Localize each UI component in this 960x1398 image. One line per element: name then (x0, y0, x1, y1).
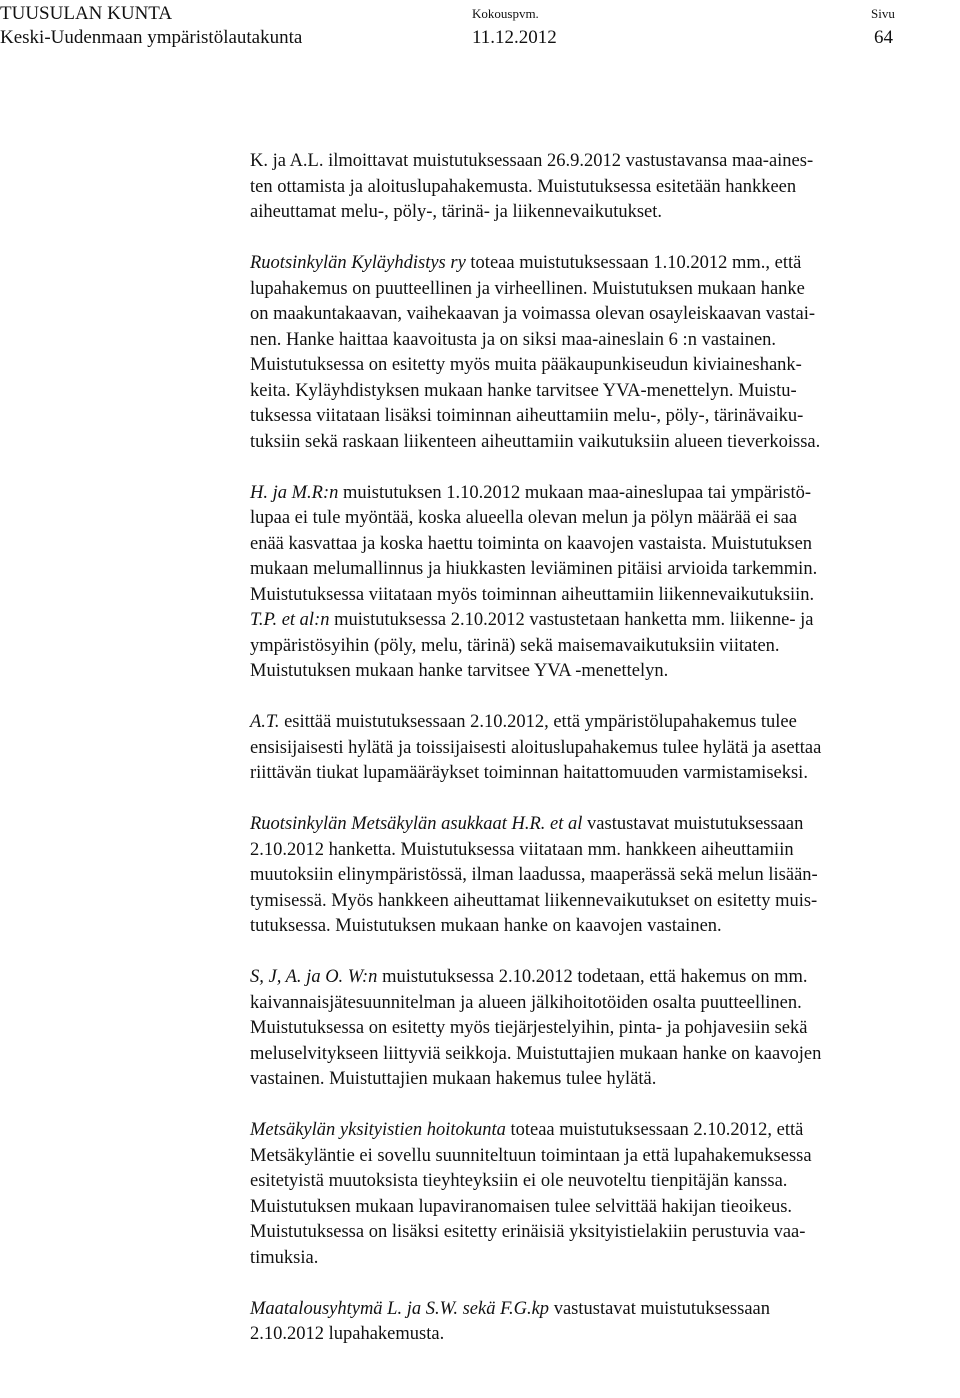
text-line (250, 1297, 960, 1323)
text-segment: toteaa muistutuksessaan 2.10.2012, että (505, 1120, 804, 1140)
text-segment: kaivannaisjätesuunnitelman ja alueen jälkihoitotöiden osalta puutteellinen. (250, 992, 802, 1013)
text-line (250, 761, 960, 787)
header-meeting-date: 11.12.2012 (472, 27, 557, 48)
text-segment: timuksia. (250, 1247, 319, 1268)
header-page-number: 64 (874, 27, 893, 48)
italic-party-name: Metsäkylän yksityistien hoitokunta (250, 1120, 506, 1140)
text-segment: muistutuksessa 2.10.2012 vastustetaan hanketta mm. liikenne- ja (329, 610, 814, 630)
text-segment: muistutuksen 1.10.2012 mukaan maa-aineslupaa tai ympäristö- (338, 482, 812, 503)
text-segment: tymisessä. Myös hankkeen aiheuttamat liikennevaikutukset on esitetty muis- (250, 890, 818, 911)
header-page-label: Sivu (871, 6, 895, 21)
text-line (250, 1169, 960, 1195)
text-segment: tuksiin sekä raskaan liikenteen aiheuttamiin vaikutuksiin alueen tieverkoissa. (250, 431, 821, 452)
text-line (250, 1016, 960, 1042)
text-line (250, 557, 960, 583)
header-meeting-date-label: Kokouspvm. (472, 6, 539, 21)
text-segment: Muistutuksen mukaan lupaviranomaisen tulee selvittää hakijan tieoikeus. (250, 1196, 793, 1217)
text-segment: ten ottamista ja aloituslupahakemusta. Muistutuksessa esitetään hankkeen (250, 176, 797, 197)
text-line (250, 965, 960, 991)
text-segment: muistutuksessa 2.10.2012 todetaan, että hakemus on mm. (377, 967, 808, 987)
text-segment: ensisijaisesti hylätä ja toissijaisesti aloituslupahakemus tulee hylätä ja asettaa (250, 737, 822, 758)
text-segment: vastustavat muistutuksessaan (582, 814, 804, 834)
text-segment: 2.10.2012 hanketta. Muistutuksessa viitataan mm. hankkeen aiheuttamiin (250, 839, 794, 860)
text-segment: ympäristösyihin (pöly, melu, tärinä) sekä maisemavaikutuksiin viitaten. (250, 635, 780, 656)
text-segment: Muistutuksen mukaan hanke tarvitsee YVA -menettelyn. (250, 661, 669, 681)
text-line (250, 1246, 960, 1272)
text-line (250, 532, 960, 558)
italic-party-name: T.P. et al:n (250, 610, 330, 630)
text-line (250, 1322, 960, 1348)
header-organization: TUUSULAN KUNTA (0, 3, 173, 24)
italic-party-name: H. ja M.R:n (250, 482, 339, 503)
text-segment: aiheuttamat melu-, pöly-, tärinä- ja liikennevaikutukset. (250, 202, 663, 222)
text-line (250, 583, 960, 609)
text-line (250, 149, 960, 175)
text-segment: enää kasvattaa ja koska haettu toiminta on kaavojen vastaista. Muistutuksen (250, 533, 813, 554)
text-segment: esitetyistä muutoksista tieyhteyksiin ei ole neuvoteltu tienpitäjän kanssa. (250, 1171, 788, 1191)
italic-party-name: S, J, A. ja O. W:n (250, 967, 378, 987)
text-segment: nen. Hanke haittaa kaavoitusta ja on siksi maa-aineslain 6 :n vastainen. (250, 329, 777, 350)
text-segment: muutoksiin elinympäristössä, ilman laadussa, maaperässä sekä melun lisään- (250, 865, 818, 885)
text-segment: Muistutuksessa viitataan myös toiminnan aiheuttamiin liikennevaikutuksiin. (250, 584, 815, 605)
text-line (250, 608, 960, 634)
text-line (250, 175, 960, 201)
text-line (250, 863, 960, 889)
paragraph (250, 481, 960, 685)
paragraph (250, 1118, 960, 1271)
text-segment: esittää muistutuksessaan 2.10.2012, että ympäristölupahakemus tulee (279, 712, 797, 732)
text-line (250, 200, 960, 226)
text-segment: Metsäkyläntie ei sovellu suunniteltuun toimintaan ja että lupahakemuksessa (250, 1145, 812, 1166)
text-line (250, 277, 960, 303)
text-segment: riittävän tiukat lupamääräykset toiminnan haitattomuuden varmistamiseksi. (250, 763, 808, 783)
text-line (250, 251, 960, 277)
text-line (250, 659, 960, 685)
text-segment: vastainen. Muistuttajien mukaan hakemus tulee hylätä. (250, 1069, 657, 1089)
text-segment: keita. Kyläyhdistyksen mukaan hanke tarvitsee YVA-menettelyn. Muistu- (250, 380, 797, 401)
text-line (250, 914, 960, 940)
text-line (250, 736, 960, 762)
italic-party-name: A.T. (250, 712, 280, 732)
text-line (250, 991, 960, 1017)
text-segment: meluselvitykseen liittyviä seikkoja. Muistuttajien mukaan hanke on kaavojen (250, 1043, 822, 1064)
text-line (250, 1195, 960, 1221)
text-line (250, 634, 960, 660)
text-line (250, 379, 960, 405)
text-line (250, 353, 960, 379)
text-line (250, 1144, 960, 1170)
text-line (250, 302, 960, 328)
header-committee: Keski-Uudenmaan ympäristölautakunta (0, 27, 303, 48)
text-segment: tutuksessa. Muistutuksen mukaan hanke on kaavojen vastainen. (250, 916, 722, 936)
text-line (250, 481, 960, 507)
text-segment: 2.10.2012 lupahakemusta. (250, 1324, 445, 1344)
italic-party-name: Maatalousyhtymä L. ja S.W. sekä F.G.kp (250, 1298, 550, 1319)
body-text (250, 149, 960, 1373)
text-segment: on maakuntakaavan, vaihekaavan ja voimassa olevan osayleiskaavan vastai- (250, 304, 816, 324)
text-line (250, 1118, 960, 1144)
paragraph (250, 812, 960, 940)
text-segment: vastustavat muistutuksessaan (549, 1298, 771, 1319)
text-segment: K. ja A.L. ilmoittavat muistutuksessaan 26.9.2012 vastustavansa maa-aines- (250, 151, 814, 171)
text-line (250, 710, 960, 736)
paragraph (250, 965, 960, 1093)
text-segment: Muistutuksessa on lisäksi esitetty erinäisiä yksityistielakiin perustuvia vaa- (250, 1222, 806, 1242)
text-line (250, 430, 960, 456)
text-line (250, 404, 960, 430)
text-line (250, 889, 960, 915)
text-segment: Muistutuksessa on esitetty myös muita pääkaupunkiseudun kiviaineshank- (250, 355, 802, 375)
paragraph (250, 149, 960, 226)
italic-party-name: Ruotsinkylän Metsäkylän asukkaat H.R. et al (250, 814, 583, 834)
italic-party-name: Ruotsinkylän Kyläyhdistys ry (250, 253, 466, 273)
text-segment: tuksessa viitataan lisäksi toiminnan aiheuttamiin melu-, pöly-, tärinävaiku- (250, 406, 804, 426)
text-segment: lupahakemus on puutteellinen ja virheellinen. Muistutuksen mukaan hanke (250, 278, 805, 299)
text-segment: mukaan melumallinnus ja hiukkasten leviäminen pitäisi arvioida tarkemmin. (250, 559, 818, 579)
paragraph (250, 251, 960, 455)
text-line (250, 838, 960, 864)
text-line (250, 1220, 960, 1246)
text-segment: Muistutuksessa on esitetty myös tiejärjestelyihin, pinta- ja pohjavesiin sekä (250, 1018, 808, 1038)
text-line (250, 328, 960, 354)
text-segment: toteaa muistutuksessaan 1.10.2012 mm., että (465, 253, 802, 273)
text-line (250, 1042, 960, 1068)
text-line (250, 1067, 960, 1093)
text-line (250, 812, 960, 838)
text-segment: lupaa ei tule myöntää, koska alueella olevan melun ja pölyn määrää ei saa (250, 508, 798, 528)
paragraph (250, 1297, 960, 1348)
text-line (250, 506, 960, 532)
paragraph (250, 710, 960, 787)
